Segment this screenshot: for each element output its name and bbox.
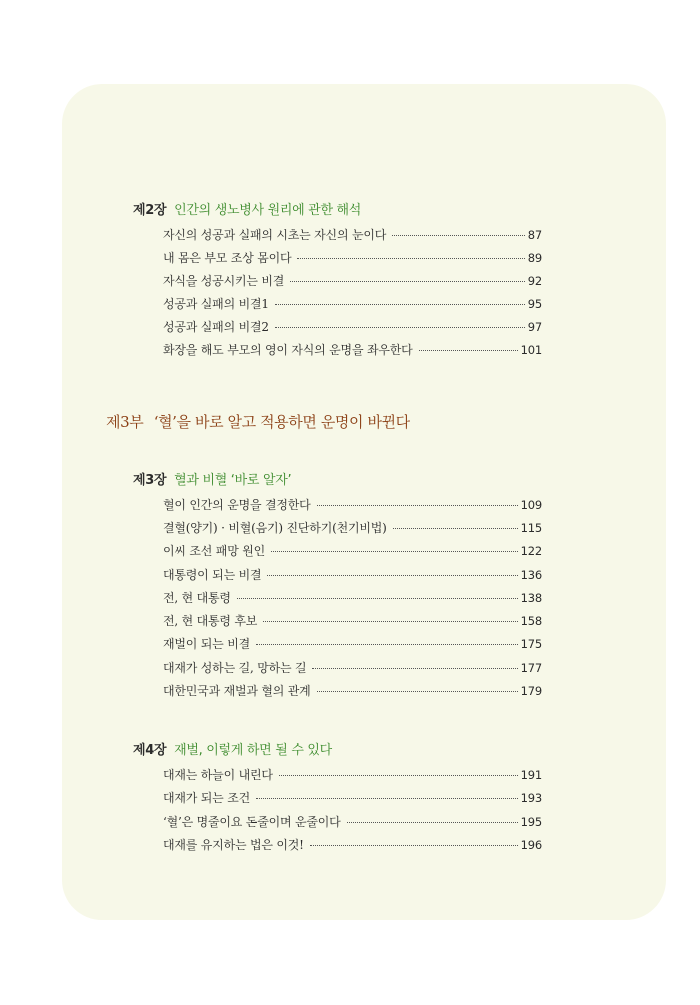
toc-entry: [163, 566, 542, 584]
entry-title: 대재가 되는 조건: [163, 791, 250, 805]
entry-page: 179: [520, 684, 542, 698]
part-number: 제3부: [106, 413, 144, 431]
toc-entry: [163, 766, 542, 784]
chapter-title: 인간의 생노병사 원리에 관한 해석: [174, 203, 362, 218]
entry-page: 109: [520, 498, 542, 512]
entry-title: 대재는 하늘이 내린다: [163, 768, 273, 782]
toc-entry: [163, 318, 542, 336]
entry-page: 95: [527, 297, 542, 311]
entry-page: 87: [527, 228, 542, 242]
dot-leader: [312, 668, 517, 669]
entry-page: 175: [520, 637, 542, 651]
entry-page: 115: [520, 521, 542, 535]
dot-leader: [275, 304, 525, 305]
dot-leader: [317, 691, 518, 692]
dot-leader: [347, 822, 518, 823]
toc-entry: [163, 659, 542, 677]
entry-page: 89: [527, 251, 542, 265]
chapter-number: 제2장: [133, 203, 167, 218]
entry-title: 결혈(양기) · 비혈(음기) 진단하기(천기비법): [163, 521, 387, 535]
dot-leader: [237, 598, 518, 599]
dot-leader: [419, 350, 518, 351]
chapter-title: 재벌, 이렇게 하면 될 수 있다: [174, 743, 332, 758]
entry-title: 대재가 성하는 길, 망하는 길: [163, 661, 307, 675]
part-3-heading: [106, 411, 410, 432]
dot-leader: [263, 621, 517, 622]
entry-page: 158: [520, 614, 542, 628]
entry-title: 이씨 조선 패망 원인: [163, 544, 265, 558]
entry-title: 전, 현 대통령 후보: [163, 614, 258, 628]
toc-entry: [163, 496, 542, 514]
dot-leader: [317, 505, 518, 506]
chapter-4-heading: [133, 739, 332, 758]
toc-entry: [163, 813, 542, 831]
entry-page: 196: [520, 838, 542, 852]
dot-leader: [297, 258, 524, 259]
dot-leader: [256, 644, 518, 645]
entry-title: 성공과 실패의 비결1: [163, 297, 269, 311]
toc-entry: [163, 272, 542, 290]
toc-entry: [163, 836, 542, 854]
entry-title: 대통령이 되는 비결: [163, 568, 262, 582]
toc-entry: [163, 612, 542, 630]
entry-page: 138: [520, 591, 542, 605]
chapter-3-heading: [133, 469, 291, 488]
chapter-title: 혈과 비혈 ‘바로 알자’: [174, 473, 292, 488]
entry-page: 191: [520, 768, 542, 782]
dot-leader: [256, 798, 518, 799]
entry-page: 195: [520, 815, 542, 829]
entry-title: 자신의 성공과 실패의 시초는 자신의 눈이다: [163, 228, 387, 242]
dot-leader: [275, 327, 525, 328]
entry-title: 성공과 실패의 비결2: [163, 320, 269, 334]
entry-title: 화장을 해도 부모의 영이 자식의 운명을 좌우한다: [163, 343, 413, 357]
dot-leader: [392, 235, 525, 236]
dot-leader: [310, 845, 518, 846]
toc-entry: [163, 682, 542, 700]
toc-entry: [163, 519, 542, 537]
dot-leader: [271, 551, 518, 552]
toc-entry: [163, 542, 542, 560]
entry-page: 101: [520, 343, 542, 357]
dot-leader: [393, 528, 518, 529]
entry-page: 193: [520, 791, 542, 805]
entry-title: ‘혈’은 명줄이요 돈줄이며 운줄이다: [163, 815, 341, 829]
entry-page: 92: [527, 274, 542, 288]
toc-entry: [163, 341, 542, 359]
chapter-2-heading: [133, 199, 361, 218]
toc-entry: [163, 789, 542, 807]
toc-entry: [163, 635, 542, 653]
entry-title: 전, 현 대통령: [163, 591, 231, 605]
entry-title: 내 몸은 부모 조상 몸이다: [163, 251, 292, 265]
entry-title: 재벌이 되는 비결: [163, 637, 250, 651]
entry-title: 혈이 인간의 운명을 결정한다: [163, 498, 311, 512]
entry-page: 97: [527, 320, 542, 334]
toc-entry: [163, 226, 542, 244]
chapter-number: 제3장: [133, 473, 167, 488]
entry-page: 122: [520, 544, 542, 558]
dot-leader: [267, 575, 517, 576]
toc-entry: [163, 589, 542, 607]
entry-title: 대한민국과 재벌과 혈의 관계: [163, 684, 311, 698]
toc-entry: [163, 295, 542, 313]
entry-page: 177: [520, 661, 542, 675]
dot-leader: [279, 775, 518, 776]
entry-title: 자식을 성공시키는 비결: [163, 274, 285, 288]
dot-leader: [290, 281, 525, 282]
entry-title: 대재를 유지하는 법은 이것!: [163, 838, 304, 852]
part-title: ‘혈’을 바로 알고 적용하면 운명이 바뀐다: [153, 413, 410, 431]
toc-entry: [163, 249, 542, 267]
chapter-number: 제4장: [133, 743, 167, 758]
entry-page: 136: [520, 568, 542, 582]
